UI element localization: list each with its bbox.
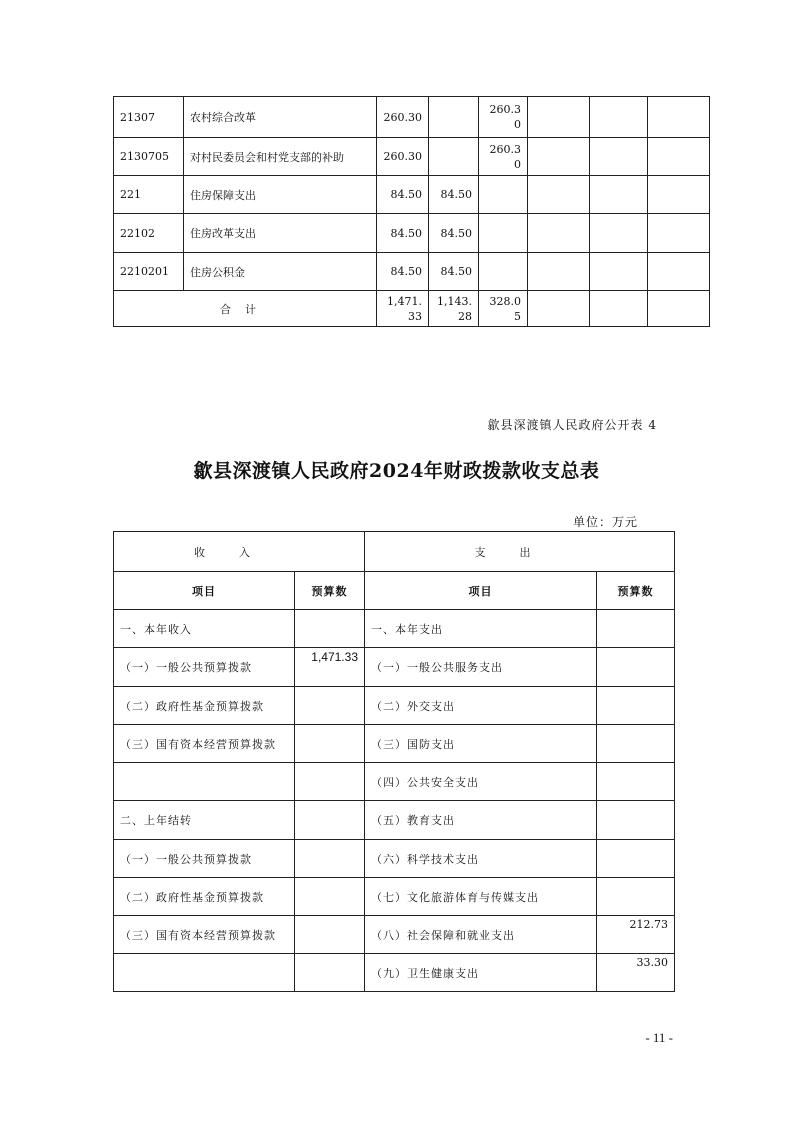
row-total: 260.30: [377, 97, 429, 138]
col-item-header: 项目: [365, 572, 597, 610]
col-budget-header: 预算数: [295, 572, 365, 610]
total-basic: 1,143.28: [429, 291, 479, 327]
income-value: [295, 878, 365, 916]
row-code: 2210201: [114, 253, 184, 291]
table-row: [114, 687, 675, 725]
income-value: [295, 610, 365, 648]
expense-header: 支出: [365, 532, 675, 572]
row-total: 84.50: [377, 253, 429, 291]
expense-item: （五）教育支出: [365, 801, 597, 840]
total-project: 328.05: [479, 291, 528, 327]
row-basic: [429, 138, 479, 176]
expense-item: （九）卫生健康支出: [365, 954, 597, 992]
empty-cell: [528, 291, 590, 327]
page-title: 歙县深渡镇人民政府2024年财政拨款收支总表: [193, 460, 600, 482]
row-project: 260.30: [479, 97, 528, 138]
expense-item: （七）文化旅游体育与传媒支出: [365, 878, 597, 916]
expense-value: [597, 840, 675, 878]
table-row: [114, 253, 710, 291]
income-value: [295, 916, 365, 954]
income-item: （二）政府性基金预算拨款: [114, 687, 295, 725]
expense-value: [597, 725, 675, 763]
empty-cell: [648, 97, 710, 138]
empty-cell: [648, 176, 710, 214]
page-number: - 11 -: [645, 1030, 673, 1045]
table-row: [114, 840, 675, 878]
total-label: 合计: [114, 291, 377, 327]
row-code: 22102: [114, 214, 184, 253]
expense-item: （二）外交支出: [365, 687, 597, 725]
expense-value: [597, 878, 675, 916]
row-project: [479, 176, 528, 214]
expense-item: （八）社会保障和就业支出: [365, 916, 597, 954]
empty-cell: [528, 214, 590, 253]
col-item-header: 项目: [114, 572, 295, 610]
income-value: [295, 725, 365, 763]
income-header: 收入: [114, 532, 365, 572]
income-item: 一、本年收入: [114, 610, 295, 648]
empty-cell: [590, 291, 648, 327]
total-row: [114, 291, 710, 327]
row-total: 84.50: [377, 176, 429, 214]
row-basic: 84.50: [429, 253, 479, 291]
expense-item: （一）一般公共服务支出: [365, 648, 597, 687]
row-code: 221: [114, 176, 184, 214]
expense-value: [597, 687, 675, 725]
empty-cell: [590, 138, 648, 176]
public-table-label: 歙县深渡镇人民政府公开表 4: [487, 418, 657, 432]
row-project: 260.30: [479, 138, 528, 176]
empty-cell: [648, 291, 710, 327]
empty-cell: [648, 214, 710, 253]
table-row: [114, 138, 710, 176]
empty-cell: [528, 176, 590, 214]
row-code: 2130705: [114, 138, 184, 176]
income-value: [295, 954, 365, 992]
row-total: 260.30: [377, 138, 429, 176]
table-row: [114, 214, 710, 253]
row-name: 农村综合改革: [184, 97, 377, 138]
row-total: 84.50: [377, 214, 429, 253]
row-project: [479, 214, 528, 253]
income-value: 1,471.33: [295, 648, 365, 687]
expense-value: [597, 648, 675, 687]
row-name: 住房改革支出: [184, 214, 377, 253]
row-name: 住房保障支出: [184, 176, 377, 214]
column-header-row: [114, 572, 675, 610]
table-row: [114, 954, 675, 992]
income-item: [114, 954, 295, 992]
row-basic: 84.50: [429, 176, 479, 214]
income-value: [295, 801, 365, 840]
empty-cell: [528, 138, 590, 176]
table-row: [114, 878, 675, 916]
row-basic: 84.50: [429, 214, 479, 253]
empty-cell: [648, 138, 710, 176]
fiscal-summary-table: [113, 531, 675, 992]
expense-value: 33.30: [597, 954, 675, 992]
expense-item: 一、本年支出: [365, 610, 597, 648]
income-value: [295, 687, 365, 725]
row-name: 住房公积金: [184, 253, 377, 291]
empty-cell: [590, 253, 648, 291]
row-name: 对村民委员会和村党支部的补助: [184, 138, 377, 176]
table-row: [114, 916, 675, 954]
expense-item: （四）公共安全支出: [365, 763, 597, 801]
row-basic: [429, 97, 479, 138]
empty-cell: [590, 97, 648, 138]
expense-item: （三）国防支出: [365, 725, 597, 763]
table-row: [114, 725, 675, 763]
empty-cell: [528, 253, 590, 291]
income-item: [114, 763, 295, 801]
empty-cell: [590, 176, 648, 214]
table-row: [114, 648, 675, 687]
section-header-row: [114, 532, 675, 572]
expenditure-detail-table: [113, 96, 710, 327]
income-item: （一）一般公共预算拨款: [114, 840, 295, 878]
expense-value: [597, 610, 675, 648]
empty-cell: [528, 97, 590, 138]
table-row: [114, 763, 675, 801]
income-item: 二、上年结转: [114, 801, 295, 840]
table-row: [114, 97, 710, 138]
table-row: [114, 801, 675, 840]
expense-value: [597, 763, 675, 801]
empty-cell: [648, 253, 710, 291]
income-item: （三）国有资本经营预算拨款: [114, 916, 295, 954]
row-project: [479, 253, 528, 291]
table-row: [114, 610, 675, 648]
unit-label: 单位：万元: [572, 515, 638, 529]
income-value: [295, 840, 365, 878]
empty-cell: [590, 214, 648, 253]
income-value: [295, 763, 365, 801]
expense-item: （六）科学技术支出: [365, 840, 597, 878]
income-item: （一）一般公共预算拨款: [114, 648, 295, 687]
expense-value: 212.73: [597, 916, 675, 954]
row-code: 21307: [114, 97, 184, 138]
table-row: [114, 176, 710, 214]
total-total: 1,471.33: [377, 291, 429, 327]
income-item: （三）国有资本经营预算拨款: [114, 725, 295, 763]
income-item: （二）政府性基金预算拨款: [114, 878, 295, 916]
expense-value: [597, 801, 675, 840]
col-budget-header: 预算数: [597, 572, 675, 610]
